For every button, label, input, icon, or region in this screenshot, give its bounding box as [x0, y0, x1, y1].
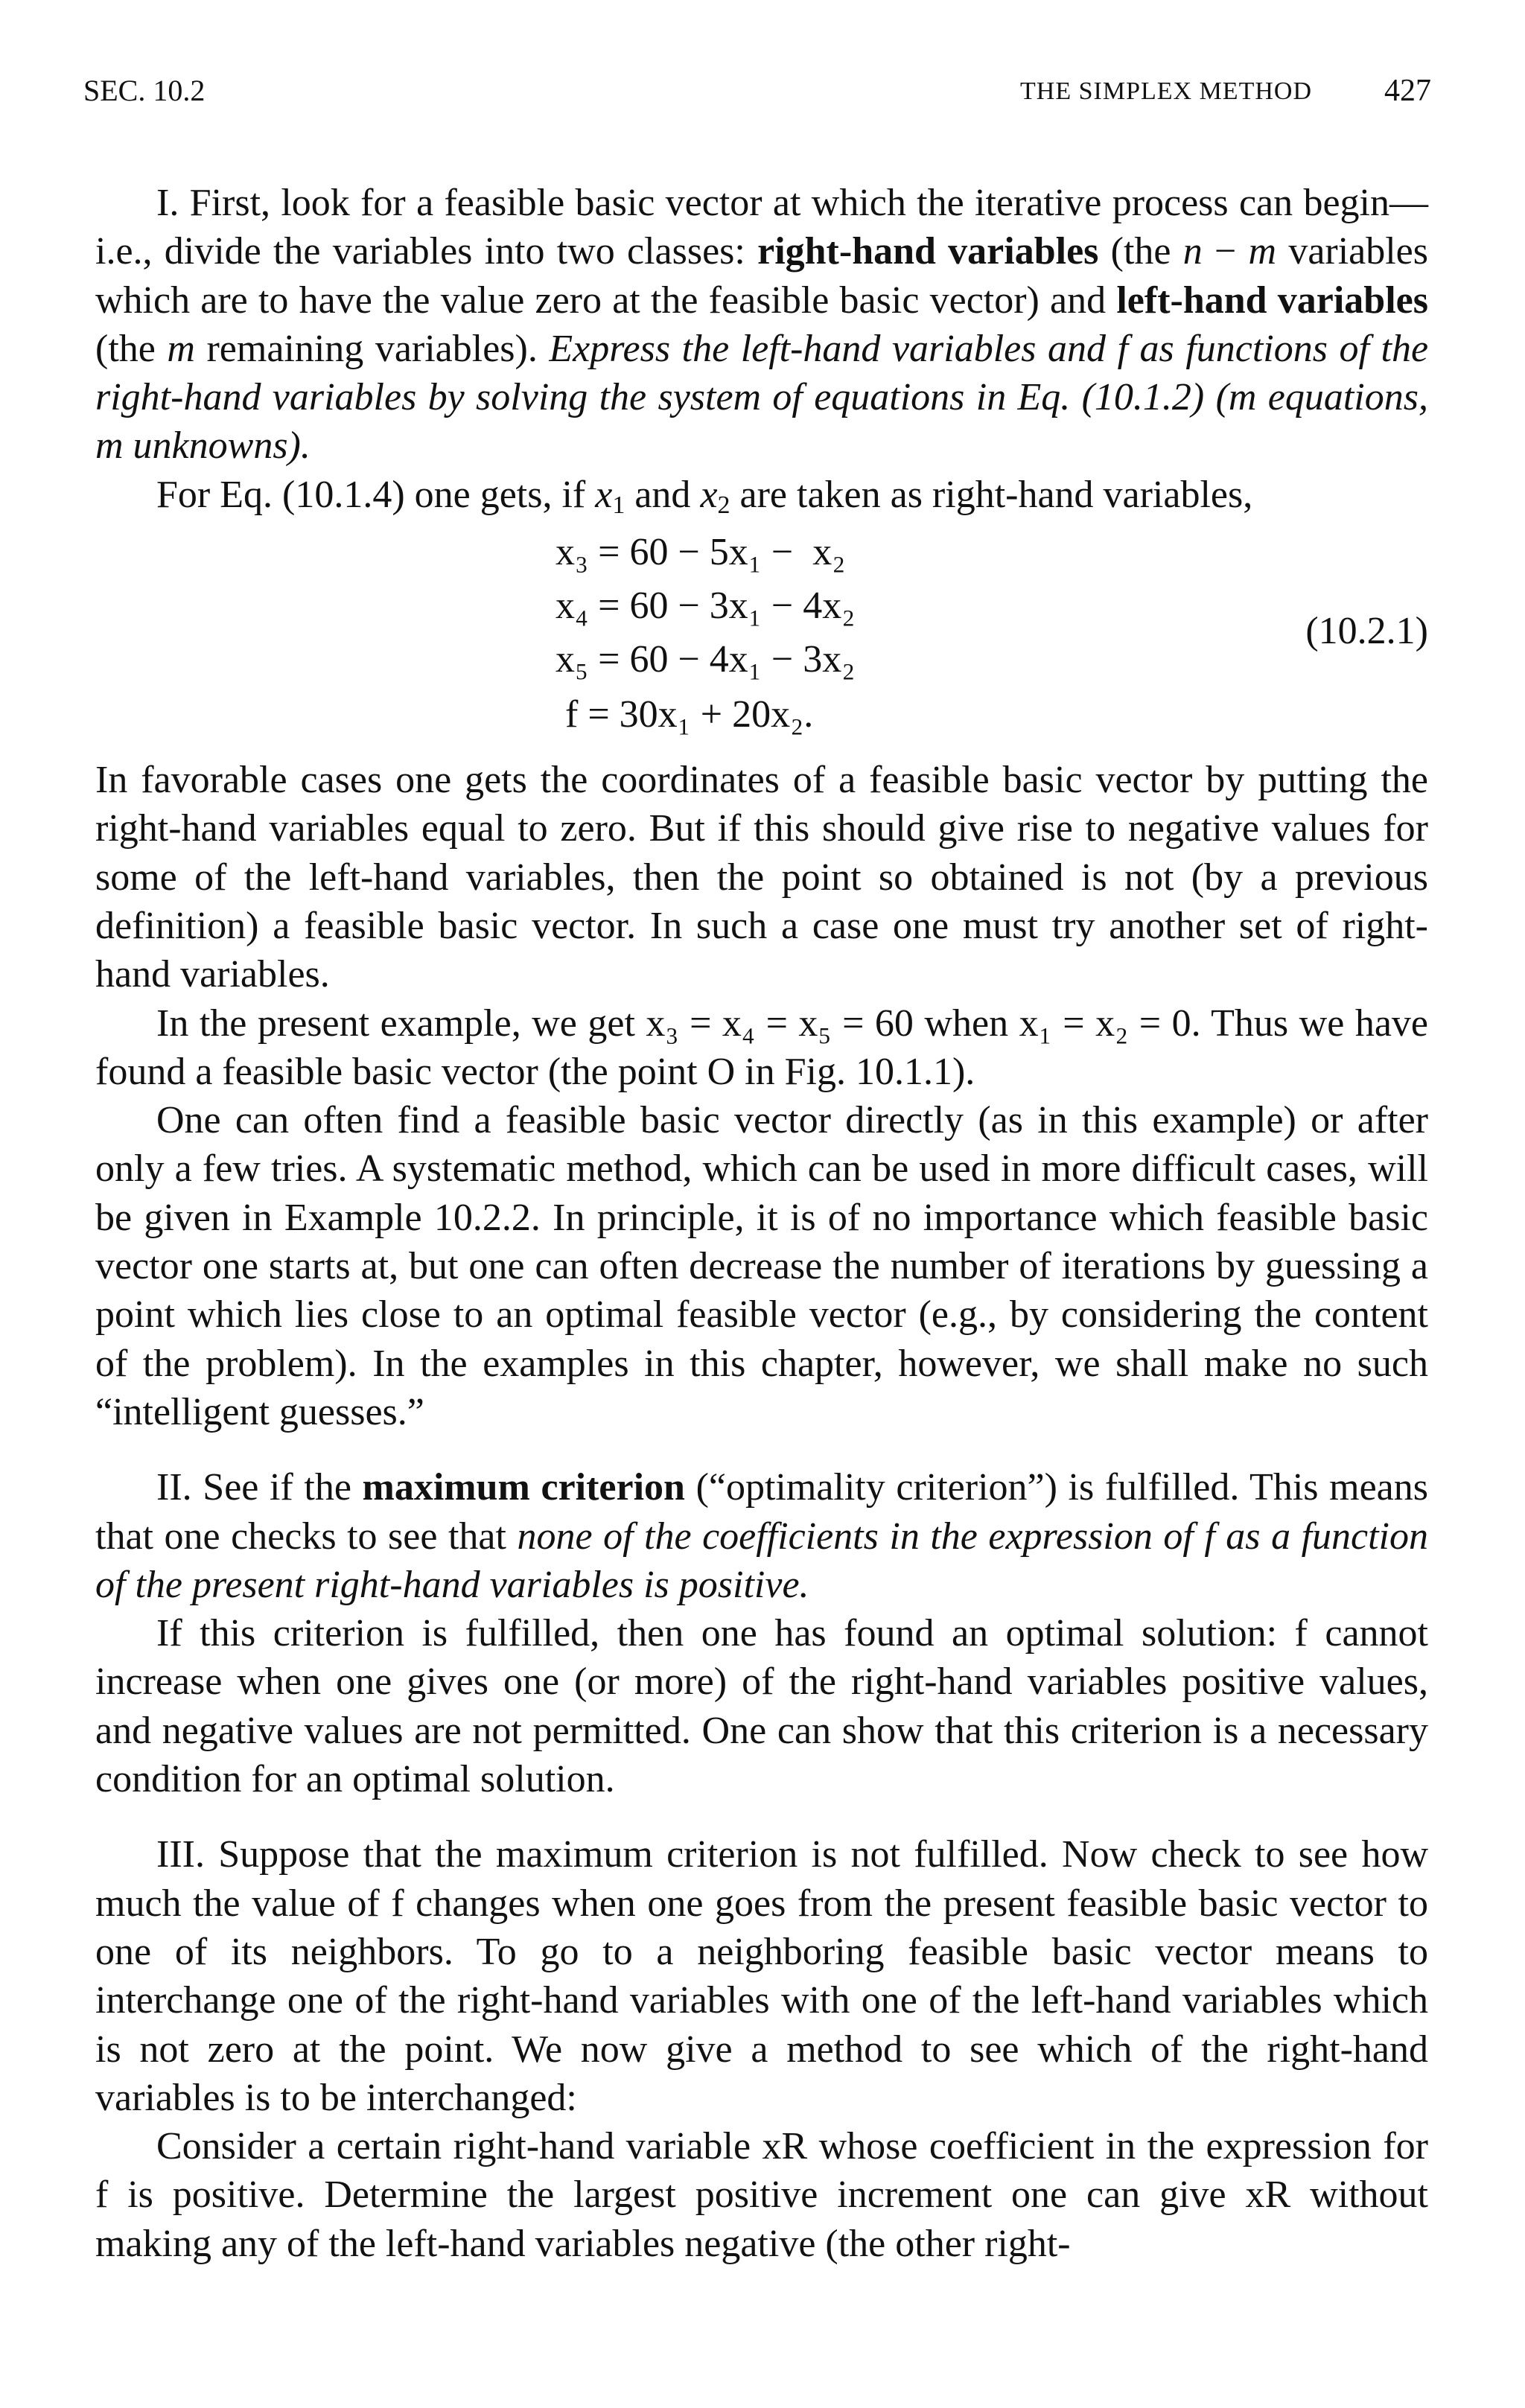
step-1-paragraph: I. First, look for a feasible basic vector at which the iterative process can begin—i.e., divide the variables into two classes: right-hand variables (the n − m variables which are to have the value zero at the feasible basic vector) and left-hand variables (the m remaining variables). Express the left-hand variables and f as functions of the right-hand variables by solving the system of equations in Eq. (10.1.2) (m equations, m unknowns).: [95, 182, 1429, 468]
term-left-hand-variables: left-hand variables: [1116, 278, 1428, 322]
running-header: [83, 73, 1431, 133]
equation-number: (10.2.1): [1305, 610, 1428, 653]
step-marker: I.: [156, 182, 179, 224]
equation-line: f = 30x₁ + 20x₂.: [555, 693, 814, 736]
equation-line: x₅ = 60 − 4x₁ − 3x₂: [555, 638, 856, 681]
running-title: THE SIMPLEX METHOD: [1020, 77, 1312, 105]
page-number: 427: [1384, 74, 1431, 108]
favorable-paragraph: In favorable cases one gets the coordinates of a feasible basic vector by putting the right-hand variables equal to zero. But if this should give rise to negative values for some of the left-hand variables, then the point so obtained is not (by a previous definition) a feasible basic vector. In such a case one must try another set of right-hand variables.: [95, 759, 1428, 996]
for-equation-line: For Eq. (10.1.4) one gets, if $x_1$ and $x_2$ are taken as right-hand variables,: [156, 473, 1253, 519]
emphasis-instruction: Express the left-hand variables and: [549, 327, 1118, 370]
often-paragraph: One can often find a feasible basic vector directly (as in this example) or after only a few tries. A systematic method, which can be used in more difficult cases, will be given in Example 10.2.2. In principle, it is of no importance which feasible basic vector one starts at, but one can often decrease the number of iterations by guessing a point which lies close to an optimal feasible vector (e.g., by considering the content of the problem). In the examples in this chapter, however, we shall make no such “intelligent guesses.”: [95, 1099, 1428, 1433]
step-3-paragraph: III. Suppose that the maximum criterion is not fulfilled. Now check to see how much the value of f changes when one goes from the present feasible basic vector to one of its neighbors. To go to a neighboring feasible basic vector means to interchange one of the right-hand variables with one of the left-hand variables which is not zero at the point. We now give a method to see which of the right-hand variables is to be interchanged:: [95, 1833, 1428, 2119]
equation-system: [95, 528, 1428, 751]
term-maximum-criterion: maximum criterion: [362, 1466, 685, 1509]
section-label: SEC. 10.2: [83, 74, 206, 107]
page-body: [95, 179, 1428, 2268]
step-marker: III.: [156, 1833, 205, 1876]
term-right-hand-variables: right-hand variables: [757, 230, 1099, 273]
step-marker: II.: [156, 1466, 192, 1509]
consider-paragraph: Consider a certain right-hand variable xR whose coefficient in the expression for f is positive. Determine the largest positive increment one can give xR without making any of the left-hand variables negative (the other right-: [95, 2125, 1428, 2265]
criterion-fulfilled-paragraph: If this criterion is fulfilled, then one has found an optimal solution: f cannot increase when one gives one (or more) of the right-hand variables positive values, and negative values are not permitted. One can show that this criterion is a necessary condition for an optimal solution.: [95, 1612, 1428, 1801]
present-example-paragraph: In the present example, we get x₃ = x₄ = x₅ = 60 when x₁ = x₂ = 0. Thus we have found a feasible basic vector (the point O in Fig. 10.1.1).: [95, 1001, 1428, 1093]
emphasis-criterion: none of the coefficients in the expression of f as a function of the present right-hand variables is positive.: [95, 1514, 1429, 1606]
step-2-paragraph: II. See if the maximum criterion (“optimality criterion”) is fulfilled. This means that one checks to see that none of the coefficients in the expression of f as a function of the present right-hand variables is positive.: [95, 1466, 1429, 1606]
equation-line: x₃ = 60 − 5x₁ − x₂: [555, 531, 846, 574]
equation-line: x₄ = 60 − 3x₁ − 4x₂: [555, 585, 856, 628]
